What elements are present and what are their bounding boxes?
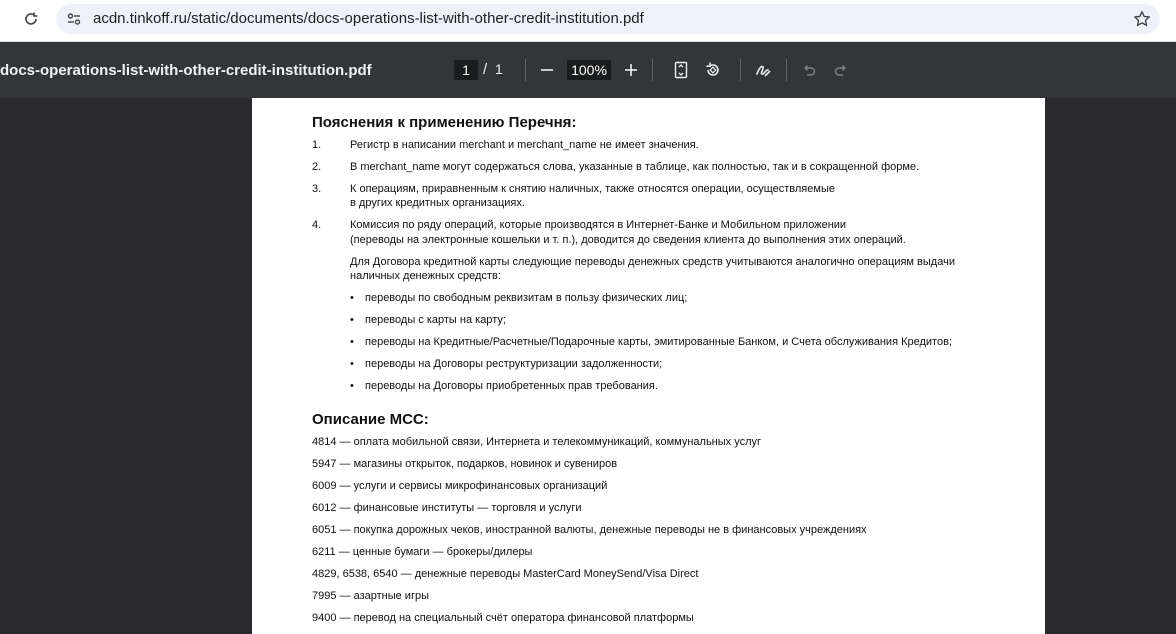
pdf-page (252, 98, 1045, 634)
bullet-item: переводы на Кредитные/Расчетные/Подарочные карты, эмитированные Банком, и Счета обслуживания Кредитов; (365, 336, 952, 348)
page-separator: / (483, 61, 488, 78)
bullet-item: переводы на Договоры приобретенных прав требования. (365, 380, 658, 392)
url-text[interactable]: acdn.tinkoff.ru/static/documents/docs-operations-list-with-other-credit-institution.pdf (93, 10, 644, 27)
mcc-line: 9400 — перевод на специальный счёт оператора финансовой платформы (312, 612, 694, 624)
page-total: 1 (495, 61, 503, 77)
rotate-icon[interactable] (700, 57, 726, 83)
list-item-text: К операциям, приравненным к снятию наличных, также относятся операции, осуществляемые (350, 183, 835, 195)
toolbar-divider (652, 59, 653, 81)
pdf-viewer[interactable] (0, 98, 1176, 634)
site-info-icon[interactable] (64, 9, 84, 29)
zoom-input[interactable]: 100% (567, 60, 611, 80)
mcc-line: 6051 — покупка дорожных чеков, иностранной валюты, денежные переводы не в финансовых учреждениях (312, 524, 867, 536)
reload-icon[interactable] (20, 8, 42, 30)
paragraph-text: наличных денежных средств: (350, 270, 501, 282)
list-number: 4. (312, 219, 322, 231)
mcc-line: 6211 — ценные бумаги — брокеры/дилеры (312, 546, 533, 558)
bullet: • (350, 314, 354, 326)
browser-toolbar (0, 0, 1176, 42)
annotate-pen-icon[interactable] (750, 57, 776, 83)
section-heading: Пояснения к применению Перечня: (312, 114, 577, 131)
bullet: • (350, 380, 354, 392)
mcc-line: 6009 — услуги и сервисы микрофинансовых организаций (312, 480, 608, 492)
bullet-item: переводы с карты на карту; (365, 314, 506, 326)
page-number-input[interactable]: 1 (454, 60, 478, 80)
redo-icon[interactable] (828, 57, 854, 83)
pdf-toolbar (0, 42, 1176, 98)
mcc-line: 4814 — оплата мобильной связи, Интернета и телекоммуникаций, коммунальных услуг (312, 436, 762, 448)
list-item-text: В merchant_name могут содержаться слова, указанные в таблице, как полностью, так и в сокращенной форме. (350, 161, 920, 173)
paragraph-text: Для Договора кредитной карты следующие переводы денежных средств учитываются аналогично операциям выдачи (350, 256, 955, 268)
mcc-line: 6012 — финансовые институты — торговля и услуги (312, 502, 582, 514)
toolbar-divider (525, 59, 526, 81)
document-title: docs-operations-list-with-other-credit-institution.pdf (0, 62, 372, 79)
zoom-out-icon[interactable] (534, 57, 560, 83)
list-item-text: в других кредитных организациях. (350, 197, 525, 209)
address-bar[interactable] (56, 4, 1160, 34)
mcc-line: 7995 — азартные игры (312, 590, 429, 602)
bullet: • (350, 292, 354, 304)
list-item-text: Комиссия по ряду операций, которые производятся в Интернет-Банке и Мобильном приложении (350, 219, 847, 231)
list-item-text: Регистр в написании merchant и merchant_name не имеет значения. (350, 139, 699, 151)
toolbar-divider (786, 59, 787, 81)
bullet-item: переводы по свободным реквизитам в пользу физических лиц; (365, 292, 688, 304)
mcc-line: 4829, 6538, 6540 — денежные переводы MasterCard MoneySend/Visa Direct (312, 568, 699, 580)
undo-icon[interactable] (796, 57, 822, 83)
toolbar-divider (740, 59, 741, 81)
bullet-item: переводы на Договоры реструктуризации задолженности; (365, 358, 663, 370)
section-heading: Описание МСС: (312, 411, 429, 428)
list-item-text: (переводы на электронные кошельки и т. п.), доводится до сведения клиента до выполнения этих операций. (350, 234, 906, 246)
list-number: 3. (312, 183, 322, 195)
fit-page-icon[interactable] (668, 57, 694, 83)
bullet: • (350, 358, 354, 370)
zoom-in-icon[interactable] (618, 57, 644, 83)
list-number: 1. (312, 139, 322, 151)
bullet: • (350, 336, 354, 348)
mcc-line: 5947 — магазины открыток, подарков, новинок и сувениров (312, 458, 618, 470)
bookmark-star-icon[interactable] (1132, 9, 1152, 29)
list-number: 2. (312, 161, 322, 173)
